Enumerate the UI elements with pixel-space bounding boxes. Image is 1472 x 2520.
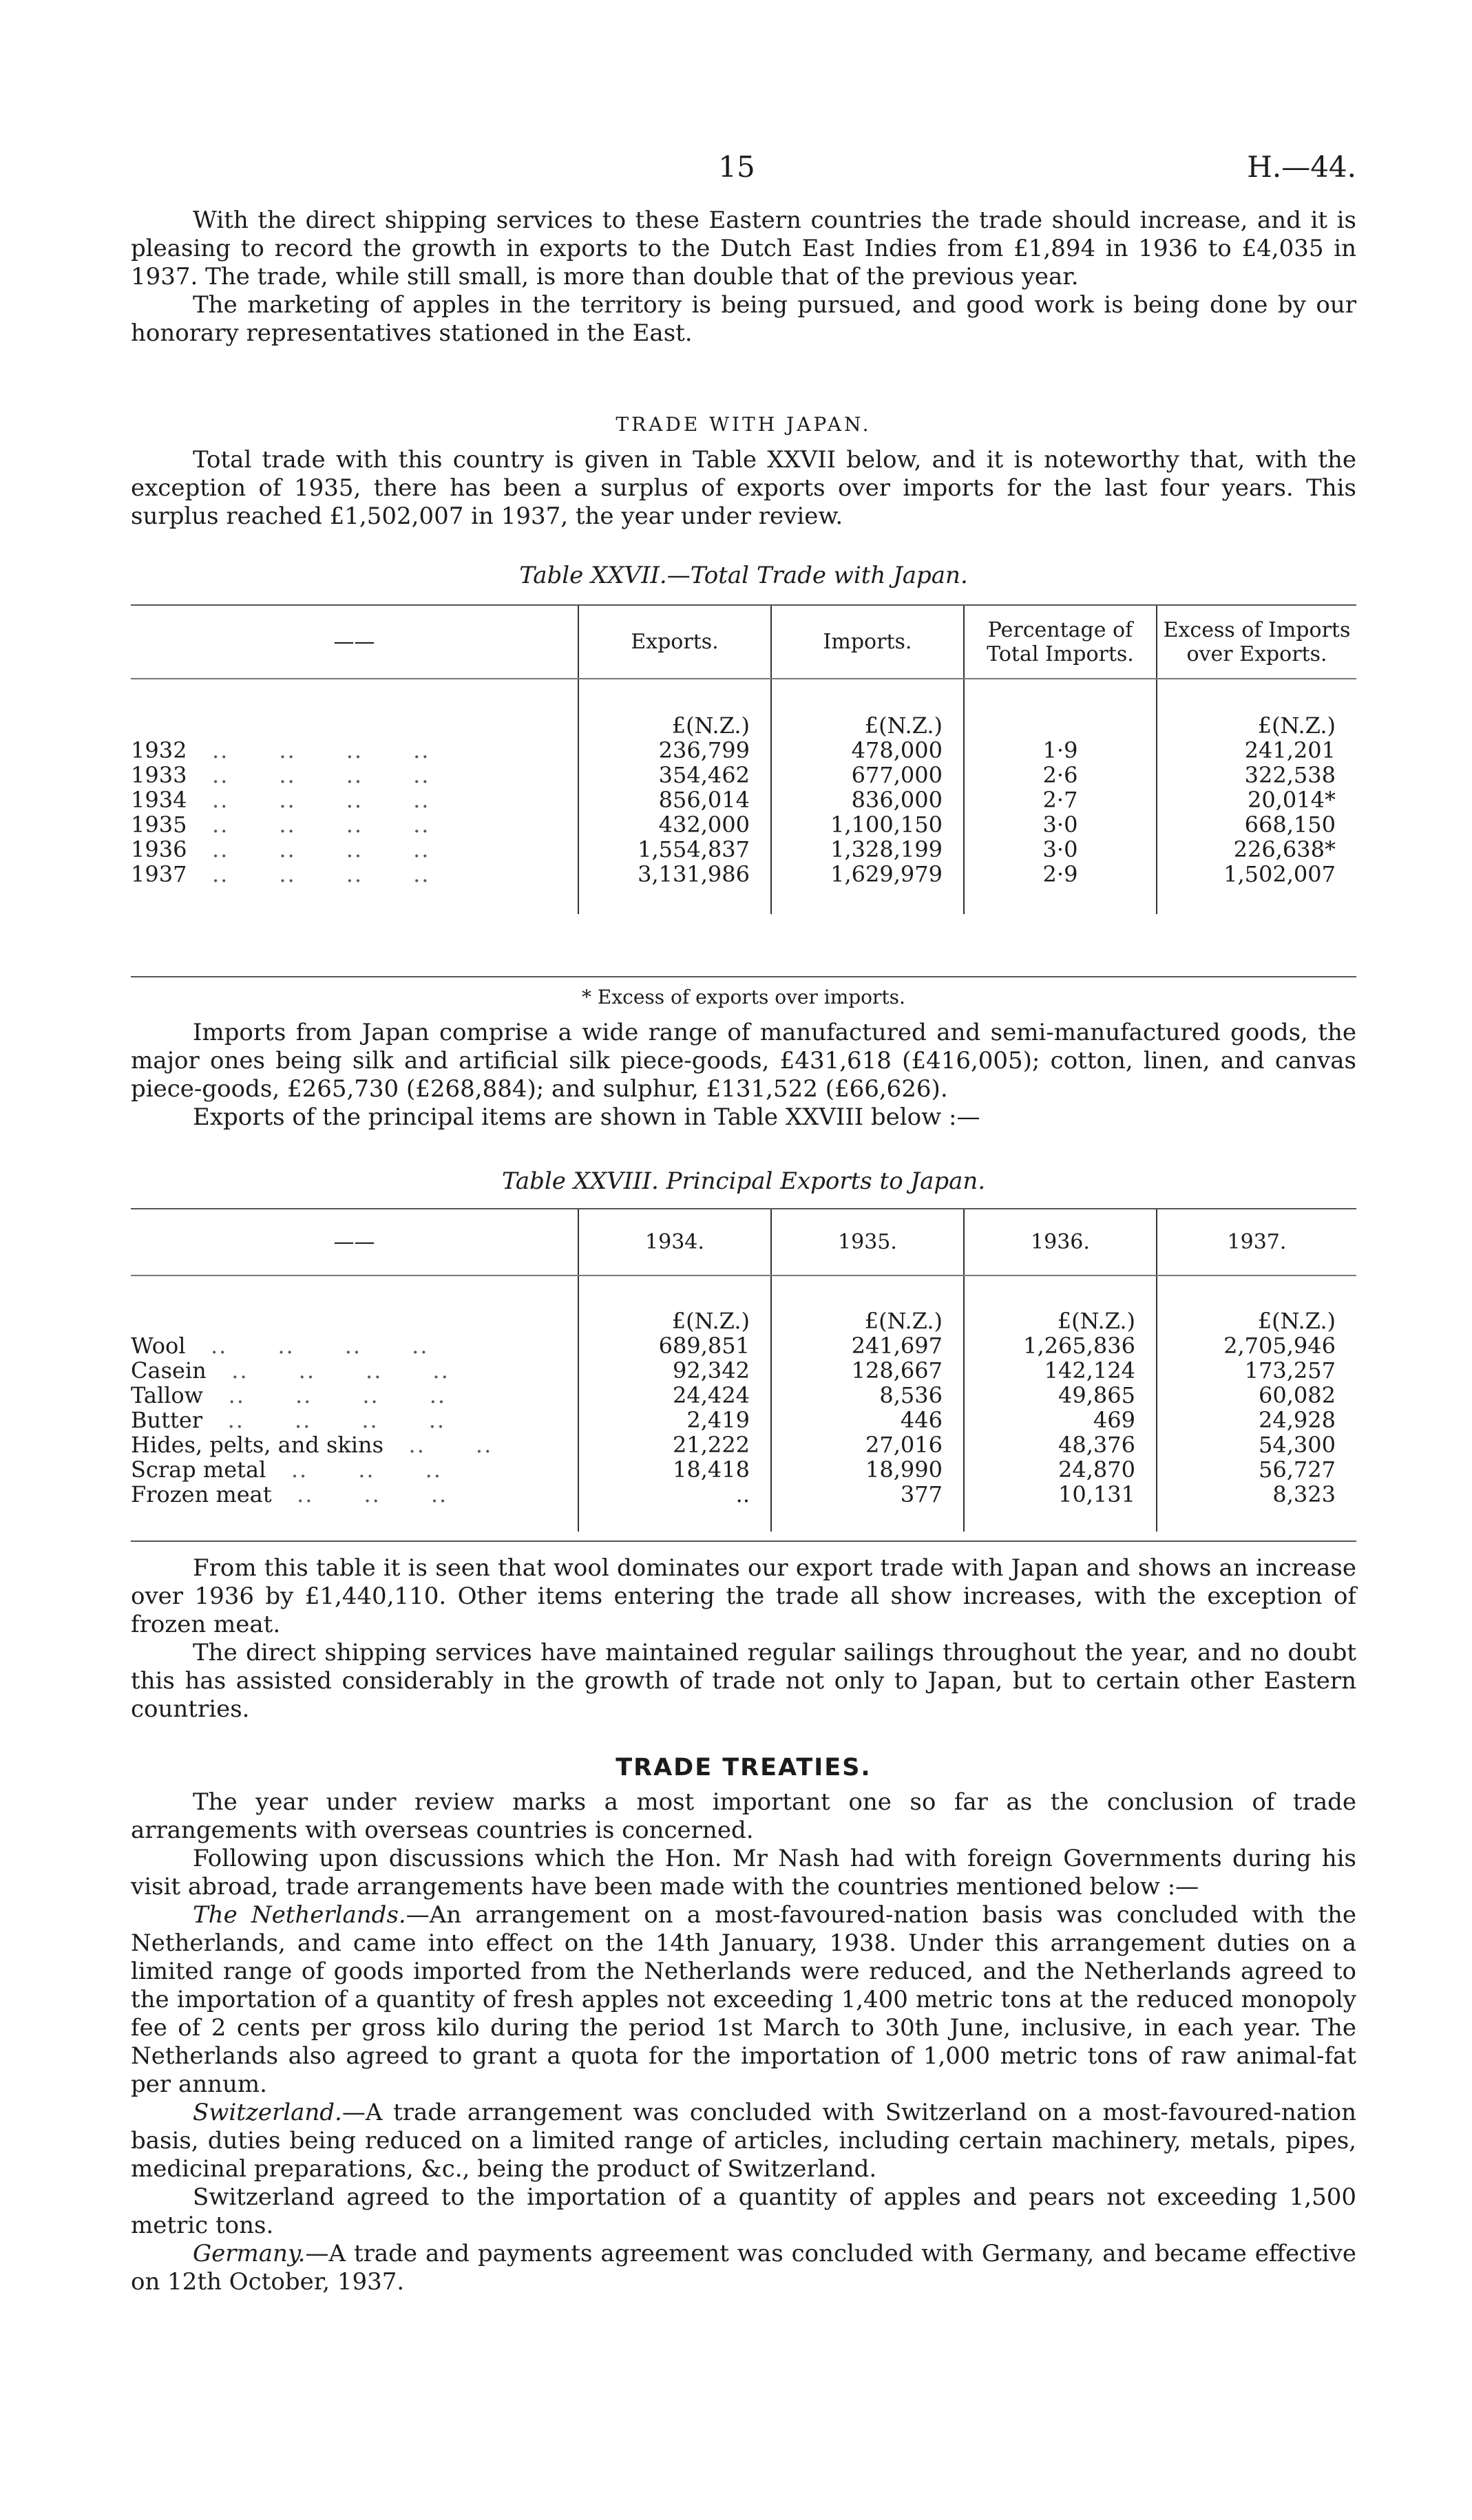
table28 — [131, 1209, 1356, 1532]
exports-value: 1,554,837 — [578, 837, 771, 862]
item-label: Frozen meat — [131, 1481, 272, 1507]
table-row: Casein .. .. .. .. 92,342 128,667 142,124 173,257 — [131, 1358, 1356, 1383]
table28-units-row — [131, 1309, 1356, 1333]
value-1934: 2,419 — [578, 1408, 771, 1432]
table-row: Scrap metal .. .. .. 18,418 18,990 24,870 56,727 — [131, 1457, 1356, 1482]
excess-value: 668,150 — [1157, 812, 1356, 837]
value-1934: 689,851 — [578, 1333, 771, 1358]
table28-bottom-rule — [131, 1540, 1356, 1542]
exports-value: 856,014 — [578, 787, 771, 812]
germany-paragraph — [131, 2240, 1356, 2296]
table-row: Tallow .. .. .. .. 24,424 8,536 49,865 60,082 — [131, 1383, 1356, 1408]
value-1937: 56,727 — [1157, 1457, 1356, 1482]
after-table28-text — [131, 1554, 1356, 1724]
table27-corner: —— — [131, 606, 578, 679]
excess-value: 226,638* — [1157, 837, 1356, 862]
table27-unit-percentage — [964, 713, 1157, 738]
table28-header-1934: 1934. — [578, 1209, 771, 1275]
value-1935: 241,697 — [771, 1333, 964, 1358]
table27-unit-exports: £(N.Z.) — [578, 713, 771, 738]
table27-footnote: * Excess of exports over imports. — [582, 986, 905, 1008]
value-1936: 49,865 — [964, 1383, 1157, 1408]
table-row: 1935 .. .. .. .. 432,000 1,100,150 3·0 668,150 — [131, 812, 1356, 837]
table27 — [131, 606, 1356, 914]
exports-value: 354,462 — [578, 763, 771, 787]
imports-value: 478,000 — [771, 738, 964, 763]
value-1935: 446 — [771, 1408, 964, 1432]
wool-paragraph: From this table it is seen that wool dominates our export trade with Japan and shows an increase over 1936 by £1,440,110. Other items entering the trade all show increases, with the exception of frozen meat. — [131, 1554, 1356, 1638]
value-1936: 1,265,836 — [964, 1333, 1157, 1358]
excess-value: 1,502,007 — [1157, 862, 1356, 887]
imports-value: 836,000 — [771, 787, 964, 812]
table28-header-1935: 1935. — [771, 1209, 964, 1275]
item-label: Tallow — [131, 1382, 204, 1408]
value-1936: 48,376 — [964, 1432, 1157, 1457]
item-label: Hides, pelts, and skins — [131, 1432, 384, 1458]
switzerland-paragraph — [131, 2099, 1356, 2183]
item-label: Scrap metal — [131, 1457, 266, 1483]
table27-header-row — [131, 606, 1356, 679]
exports-intro-paragraph: Exports of the principal items are shown in Table XXVIII below :— — [193, 1103, 980, 1131]
table28-header-1937: 1937. — [1157, 1209, 1356, 1275]
page-number: 15 — [718, 150, 755, 184]
table27-caption: Table XXVII.—Total Trade with Japan. — [519, 562, 968, 589]
value-1937: 54,300 — [1157, 1432, 1356, 1457]
table27-unit-excess: £(N.Z.) — [1157, 713, 1356, 738]
table-row: 1934 .. .. .. .. 856,014 836,000 2·7 20,014* — [131, 787, 1356, 812]
percentage-value: 3·0 — [964, 837, 1157, 862]
value-1935: 18,990 — [771, 1457, 964, 1482]
value-1936: 10,131 — [964, 1482, 1157, 1507]
value-1936: 24,870 — [964, 1457, 1157, 1482]
switzerland-label: Switzerland. — [193, 2099, 342, 2126]
year-label: 1934 — [131, 787, 187, 813]
exports-value: 3,131,986 — [578, 862, 771, 887]
treaties-heading: TRADE TREATIES. — [616, 1754, 872, 1781]
netherlands-label: The Netherlands. — [193, 1901, 406, 1929]
excess-value: 20,014* — [1157, 787, 1356, 812]
table27-unit-imports: £(N.Z.) — [771, 713, 964, 738]
intro-text — [131, 207, 1356, 348]
imports-value: 1,328,199 — [771, 837, 964, 862]
imports-text — [131, 1019, 1356, 1132]
percentage-value: 2·9 — [964, 862, 1157, 887]
document-reference: H.—44. — [1247, 150, 1356, 184]
value-1937: 24,928 — [1157, 1408, 1356, 1432]
year-label: 1937 — [131, 861, 187, 887]
japan-heading: TRADE WITH JAPAN. — [616, 413, 872, 436]
intro-paragraph-1: With the direct shipping services to these Eastern countries the trade should increase, and it is pleasing to record the growth in exports to the Dutch East Indies from £1,894 in 1936 to £4,035 in 1937. The trade, while still small, is more than double that of the previous year. — [131, 207, 1356, 290]
percentage-value: 1·9 — [964, 738, 1157, 763]
table27-header-imports: Imports. — [771, 606, 964, 679]
imports-paragraph: Imports from Japan comprise a wide range of manufactured and semi-manufactured goods, the major ones being silk and artificial silk piece-goods, £431,618 (£416,005); cotton, linen, and canvas piece-goods, £265,730 (£268,884); and sulphur, £131,522 (£66,626). — [131, 1019, 1356, 1103]
value-1935: 8,536 — [771, 1383, 964, 1408]
year-label: 1933 — [131, 762, 187, 788]
year-label: 1932 — [131, 737, 187, 763]
table-row: Hides, pelts, and skins .. .. 21,222 27,016 48,376 54,300 — [131, 1432, 1356, 1457]
value-1934: .. — [578, 1482, 771, 1507]
item-label: Casein — [131, 1357, 207, 1384]
table28-unit-1934: £(N.Z.) — [578, 1309, 771, 1333]
table-row: 1932 .. .. .. .. 236,799 478,000 1·9 241,201 — [131, 738, 1356, 763]
value-1937: 8,323 — [1157, 1482, 1356, 1507]
percentage-value: 3·0 — [964, 812, 1157, 837]
switzerland-text: —A trade arrangement was concluded with Switzerland on a most-favoured-nation basis, duties being reduced on a limited range of articles, including certain machinery, metals, pipes, medicinal preparations, &c., being the product of Switzerland. — [131, 2099, 1356, 2183]
excess-value: 322,538 — [1157, 763, 1356, 787]
table-row: Frozen meat .. .. .. .. 377 10,131 8,323 — [131, 1482, 1356, 1507]
treaties-paragraph-2: Following upon discussions which the Hon. Mr Nash had with foreign Governments during his visit abroad, trade arrangements have been made with the countries mentioned below :— — [131, 1845, 1356, 1900]
japan-text — [131, 446, 1356, 531]
item-label: Wool — [131, 1333, 186, 1359]
table-row: Wool .. .. .. .. 689,851 241,697 1,265,836 2,705,946 — [131, 1333, 1356, 1358]
value-1936: 469 — [964, 1408, 1157, 1432]
year-label: 1935 — [131, 812, 187, 838]
item-label: Butter — [131, 1407, 203, 1433]
switzerland-paragraph-2: Switzerland agreed to the importation of a quantity of apples and pears not exceeding 1,500 metric tons. — [131, 2183, 1356, 2239]
percentage-value: 2·7 — [964, 787, 1157, 812]
value-1935: 27,016 — [771, 1432, 964, 1457]
netherlands-text: —An arrangement on a most-favoured-nation basis was concluded with the Netherlands, and came into effect on the 14th January, 1938. Under this arrangement duties on a limited range of goods imported from the Netherlands were reduced, and the Netherlands agreed to the importation of a quantity of fresh apples not exceeding 1,400 metric tons at the reduced monopoly fee of 2 cents per gross kilo during the period 1st March to 30th June, inclusive, in each year. The Netherlands also agreed to grant a quota for the importation of 1,000 metric tons of raw animal-fat per annum. — [131, 1901, 1356, 2098]
value-1934: 24,424 — [578, 1383, 771, 1408]
treaties-text — [131, 1788, 1356, 2296]
treaties-paragraph-1: The year under review marks a most important one so far as the conclusion of trade arrangements with overseas countries is concerned. — [131, 1788, 1356, 1844]
table28-unit-1935: £(N.Z.) — [771, 1309, 964, 1333]
value-1937: 60,082 — [1157, 1383, 1356, 1408]
germany-text: —A trade and payments agreement was concluded with Germany, and became effective on 12th October, 1937. — [131, 2240, 1356, 2296]
table-row: 1936 .. .. .. .. 1,554,837 1,328,199 3·0 226,638* — [131, 837, 1356, 862]
table28-header-1936: 1936. — [964, 1209, 1157, 1275]
intro-paragraph-2: The marketing of apples in the territory is being pursued, and good work is being done by our honorary representatives stationed in the East. — [131, 291, 1356, 347]
exports-value: 432,000 — [578, 812, 771, 837]
value-1934: 18,418 — [578, 1457, 771, 1482]
exports-value: 236,799 — [578, 738, 771, 763]
table27-header-percentage: Percentage of Total Imports. — [964, 606, 1157, 679]
netherlands-paragraph — [131, 1901, 1356, 2099]
table-row: 1937 .. .. .. .. 3,131,986 1,629,979 2·9 1,502,007 — [131, 862, 1356, 887]
value-1934: 21,222 — [578, 1432, 771, 1457]
imports-value: 1,629,979 — [771, 862, 964, 887]
table28-unit-1936: £(N.Z.) — [964, 1309, 1157, 1333]
imports-value: 677,000 — [771, 763, 964, 787]
value-1935: 128,667 — [771, 1358, 964, 1383]
table28-caption: Table XXVIII. Principal Exports to Japan. — [501, 1167, 986, 1195]
percentage-value: 2·6 — [964, 763, 1157, 787]
table27-header-excess: Excess of Imports over Exports. — [1157, 606, 1356, 679]
value-1937: 2,705,946 — [1157, 1333, 1356, 1358]
value-1934: 92,342 — [578, 1358, 771, 1383]
table28-header-row — [131, 1209, 1356, 1275]
table28-corner: —— — [131, 1209, 578, 1275]
value-1936: 142,124 — [964, 1358, 1157, 1383]
table-row: 1933 .. .. .. .. 354,462 677,000 2·6 322,538 — [131, 763, 1356, 787]
shipping-paragraph: The direct shipping services have maintained regular sailings throughout the year, and no doubt this has assisted considerably in the growth of trade not only to Japan, but to certain other Eastern countries. — [131, 1639, 1356, 1723]
table28-unit-1937: £(N.Z.) — [1157, 1309, 1356, 1333]
table27-header-exports: Exports. — [578, 606, 771, 679]
imports-value: 1,100,150 — [771, 812, 964, 837]
value-1935: 377 — [771, 1482, 964, 1507]
table-row: Butter .. .. .. .. 2,419 446 469 24,928 — [131, 1408, 1356, 1432]
table27-bottom-rule — [131, 976, 1356, 977]
japan-paragraph: Total trade with this country is given in Table XXVII below, and it is noteworthy that, with the exception of 1935, there has been a surplus of exports over imports for the last four years. This surplus reached £1,502,007 in 1937, the year under review. — [131, 446, 1356, 530]
excess-value: 241,201 — [1157, 738, 1356, 763]
year-label: 1936 — [131, 836, 187, 862]
table27-units-row — [131, 713, 1356, 738]
germany-label: Germany. — [193, 2240, 306, 2267]
value-1937: 173,257 — [1157, 1358, 1356, 1383]
